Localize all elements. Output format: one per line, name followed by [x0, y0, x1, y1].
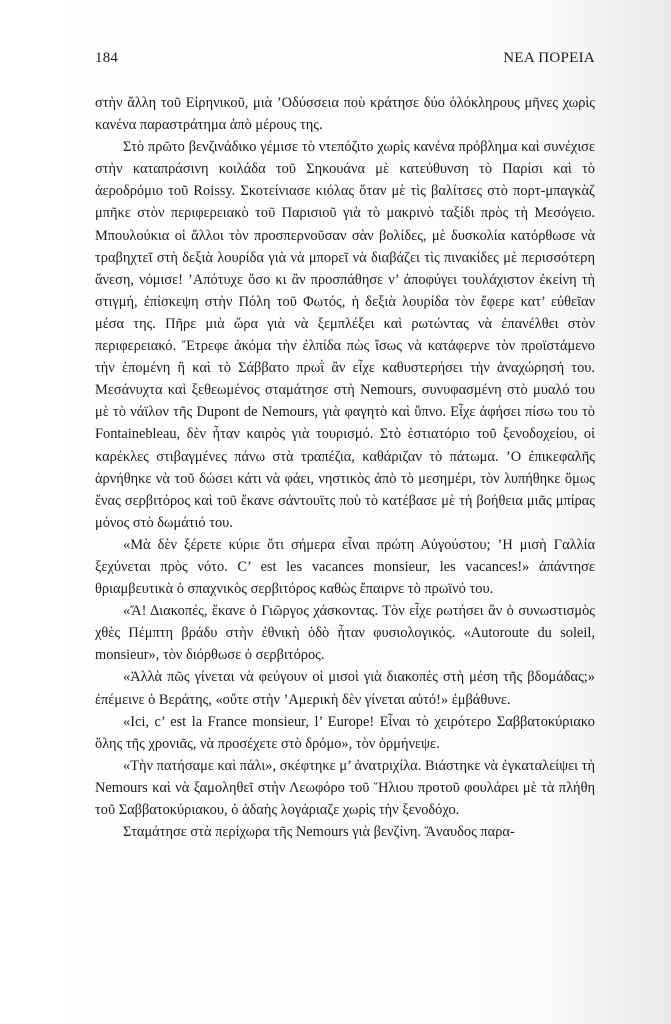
- paragraph-dialogue: «Μὰ δὲν ξέρετε κύριε ὅτι σήμερα εἶναι πρώτη Αὐγούστου; ’Η μισὴ Γαλλία ξεχύνεται πρὸς νότο. C’ est les vacances monsieur, les vacances!» ἀπάντησε θριαμβευτικὰ ὁ σπαχνικὸς σερβιτόρος καθὼς ἔπαιρνε τὸ πρωϊνό του.: [95, 536, 595, 598]
- paragraph-last: Σταμάτησε στὰ περίχωρα τῆς Nemours γιὰ βενζίνη. Ἄναυδος παρα-: [123, 824, 515, 841]
- page-header: [95, 50, 595, 74]
- paragraph-continuation: στὴν ἄλλη τοῦ Εἰρηνικοῦ, μιὰ ’Οδύσσεια ποὺ κράτησε δύο ὁλόκληρους μῆνες χωρὶς κανένα παραστράτημα ἀπὸ μέρους της.: [95, 95, 595, 134]
- paragraph-dialogue: «Ici, c’ est la France monsieur, l’ Europe! Εἶναι τὸ χειρότερο Σαββατοκύριακο ὅλης τῆς χρονιᾶς, νὰ προσέχετε στὸ δρόμο», τὸν ὁρμήνεψε.: [95, 713, 595, 752]
- paragraph: Στὸ πρῶτο βενζινάδικο γέμισε τὸ ντεπόζιτο χωρὶς κανένα πρόβλημα καὶ συνέχισε στὴν καταπράσινη κοιλάδα τοῦ Σηκουάνα μὲ κατεύθυνση τὸ Παρίσι καὶ τὸ ἀεροδρόμιο τοῦ Roissy. Σκοτείνιασε κιόλας ὅταν μὲ τὶς βαλίτσες στὸ πορτ-μπαγκὰζ μπῆκε στὸν περιφερειακὸ τοῦ Παρισιοῦ γιὰ τὸ μακρινὸ ταξίδι πρὸς τὴ Μεσόγειο. Μπουλούκια οἱ ἄλλοι τὸν προσπερνοῦσαν σὰν βολίδες, μὲ δυσκολία κατόρθωσε νὰ τραβηχτεῖ στὴ δεξιὰ λουρίδα γιὰ νὰ μπορεῖ νὰ διαβάζει τὶς πινακίδες μὲ περισσότερη ἄνεση, νόμισε! ’Απότυχε ὅσο κι ἂν προσπάθησε ν’ ἀποφύγει τουλάχιστον ἐκείνη τὴ στιγμή, ἐπίσκεψη στὴν Πόλη τοῦ Φωτός, ἡ δεξιὰ λουρίδα τὸν ἔφερε κατ’ εὐθεῖαν μέσα της. Πῆρε μιὰ ὥρα γιὰ νὰ ξεμπλέξει καὶ ρωτώντας νὰ ἐπανέλθει στὸν περιφερειακό. Ἔτρεφε ἀκόμα τὴν ἐλπίδα πὼς ἴσως νὰ κατάφερνε τὸν προϊστάμενο τὴν ἑπομένη ἢ καὶ τὸ Σάββατο πρωῒ ἂν εἶχε καθυστερήσει τὴν ἀναχώρησή του. Μεσάνυχτα καὶ ξεθεωμένος σταμάτησε στὴ Nemours, συνυφασμένη στὸ μυαλό του μὲ τὸ νάϊλον τῆς Dupont de Nemours, γιὰ φαγητὸ καὶ ὕπνο. Εἶχε ἀφήσει πίσω του τὸ Fontainebleau, δὲν ἦταν καιρὸς γιὰ τουρισμό. Στὸ ἑστιατόριο τοῦ ξενοδοχείου, οἱ καρέκλες στιβαγμένες πάνω στὰ τραπέζια, καθάριζαν τὸ πάτωμα. ’Ο ἐπικεφαλῆς ἀρνήθηκε νὰ τοῦ δώσει κάτι νὰ φάει, νηστικὸς ἀπὸ τὸ μεσημέρι, τὸν λυπήθηκε ὅμως ἕνας σερβιτόρος καὶ τοῦ ἔκανε σάντουϊτς ποὺ τὸ κατέβασε μὲ τὴ βοήθεια μιᾶς μπίρας μόνος στὸ δωμάτιό του.: [95, 139, 595, 531]
- paragraph-dialogue: «Ἀλλὰ πῶς γίνεται νὰ φεύγουν οἱ μισοὶ γιὰ διακοπὲς στὴ μέση τῆς βδομάδας;» ἐπέμεινε ὁ Βεράτης, «οὔτε στὴν ’Αμερικὴ δὲν γίνεται αὐτό!» ἐμβάθυνε.: [95, 669, 595, 708]
- body-text: [95, 92, 595, 843]
- page-number: 184: [95, 50, 119, 66]
- running-head: ΝΕΑ ΠΟΡΕΙΑ: [503, 50, 595, 66]
- paragraph: «Τὴν πατήσαμε καὶ πάλι», σκέφτηκε μ’ ἀνατριχίλα. Βιάστηκε νὰ ἐγκαταλείψει τὴ Nemours καὶ νὰ ξαμοληθεῖ στὴν Λεωφόρο τοῦ Ἥλιου προτοῦ φουλάρει μὲ τὰ πλήθη τοῦ Σαββατοκύριακου, ὁ ἀδαὴς λογάριαζε χωρὶς τὴν ξενοδόχο.: [95, 757, 595, 818]
- paragraph-dialogue: «Ἄ! Διακοπές, ἔκανε ὁ Γιῶργος χάσκοντας. Τὸν εἶχε ρωτήσει ἂν ὁ συνωστισμὸς χθὲς Πέμπτη βράδυ στὴν ἐθνικὴ ὁδὸ ἦταν φυσιολογικός. «Autoroute du soleil, monsieur», τὸν διόρθωσε ὁ σερβιτόρος.: [95, 603, 595, 664]
